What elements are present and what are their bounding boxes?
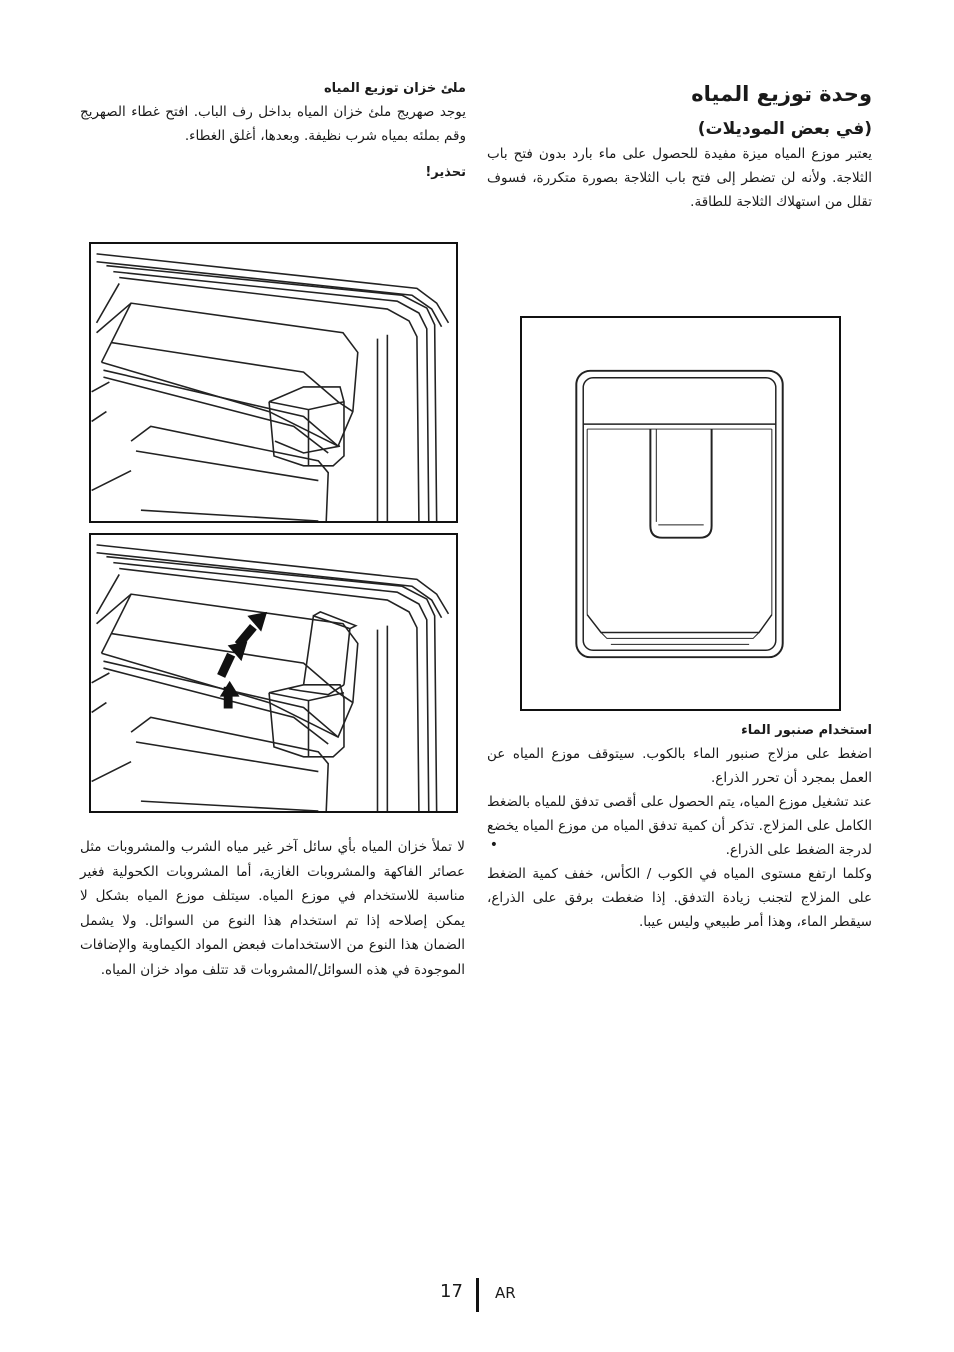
warning-text: لا تملأ خزان المياه بأي سائل آخر غير مياه الشرب والمشروبات مثل عصائر الفاكهة والمشروبات الغازية، أما المشروبات الكحولية فغير مناسبة للاستخدام في موزع المياه. سيتلف موزع المياه بشكل لا يمكن إصلاحه إذا تم استخدام هذا النوع من السوائل. ولا يشمل الضمان هذا النوع من الاستخدامات فبعض المواد الكيماوية والإضافات الموجودة في هذه السوائل/المشروبات قد تتلف مواد خزان المياه. — [80, 839, 465, 978]
intro-paragraph: يعتبر موزع المياه ميزة مفيدة للحصول على ماء بارد بدون فتح باب الثلاجة. ولأنه لن تضطر إلى فتح باب الثلاجة بصورة متكررة، فسوف تقلل من استهلاك الثلاجة للطاقة. — [487, 146, 872, 210]
tank-heading: ملئ خزان توزيع المياه — [323, 81, 466, 96]
door-shelf-illustration-open — [89, 533, 458, 813]
language-code: AR — [495, 1284, 516, 1302]
dispenser-intro-section — [487, 78, 872, 214]
dispenser-illustration — [520, 316, 841, 711]
models-note: (في بعض الموديلات) — [697, 119, 872, 139]
tank-paragraph: يوجد صهريج ملئ خزان المياه بداخل رف الباب. افتح غطاء الصهريج وقم بملئه بمياه شرب نظيفة. وبعدها، أغلق الغطاء. — [80, 104, 466, 144]
warning-heading: تحذير! — [425, 165, 466, 180]
door-shelf-illustration-closed — [89, 242, 458, 523]
usage-paragraph-3: وكلما ارتفع مستوى المياه في الكوب / الكأس، خفف كمية الضغط على المزلاج لتجنب زيادة التدفق. إذا ضغطت برفق على الذراع، سيقطر الماء، وهذا أمر طبيعي وليس عيبا. — [487, 866, 872, 930]
tank-filling-section — [80, 78, 466, 184]
warning-bullet — [80, 835, 498, 983]
usage-section — [487, 720, 872, 934]
usage-heading: استخدام صنبور الماء — [741, 723, 872, 738]
bullet-marker: • — [489, 837, 498, 853]
dispenser-drawing — [522, 318, 839, 709]
door-shelf-drawing-1 — [91, 244, 456, 521]
page-number: 17 — [440, 1281, 463, 1302]
door-shelf-drawing-2 — [91, 535, 456, 811]
usage-paragraph-2: عند تشغيل موزع المياه، يتم الحصول على أقصى تدفق للمياه بالضغط الكامل على المزلاج. تذكر أن كمية تدفق المياه من موزع المياه يخضع لدرجة الضغط على الذراع. — [487, 794, 872, 858]
usage-paragraph-1: اضغط على مزلاج صنبور الماء بالكوب. سيتوقف موزع المياه عن العمل بمجرد أن تحرر الذراع. — [487, 746, 872, 786]
page-footer — [0, 1278, 954, 1314]
footer-divider — [476, 1278, 479, 1312]
page-title: وحدة توزيع المياه — [691, 82, 872, 106]
